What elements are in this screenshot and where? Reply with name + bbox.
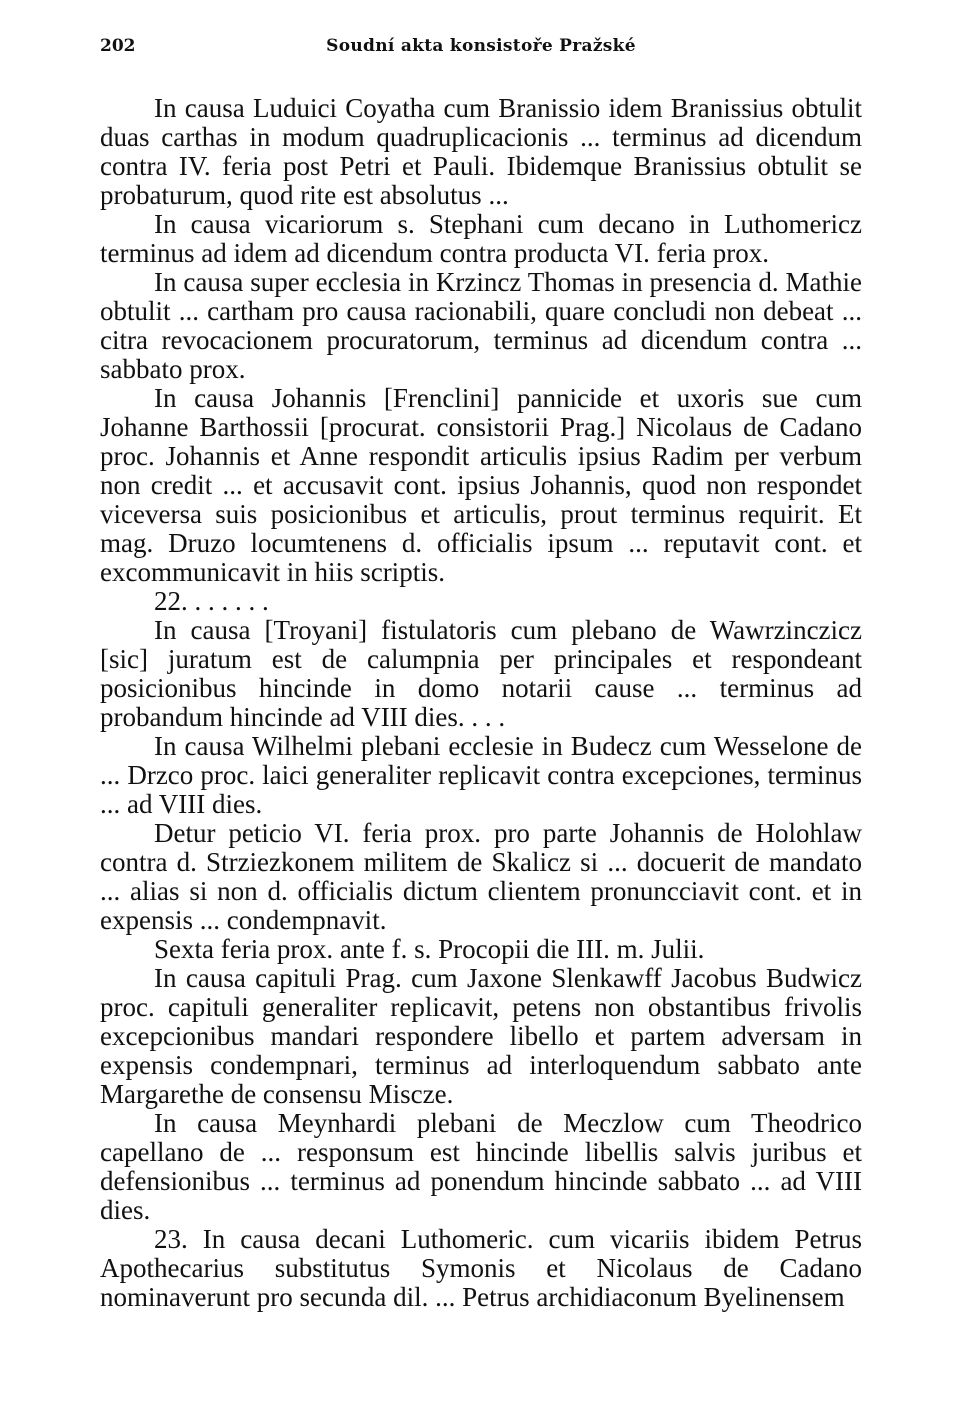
paragraph: Detur peticio VI. feria prox. pro parte Johannis de Holohlaw contra d. Strziezkonem militem de Skalicz si ... docuerit de mandato ... alias si non d. officialis dictum clientem pronuncciavit cont. et in expensis ... condempnavit. bbox=[100, 818, 862, 935]
section-marker: 22. . . . . . . bbox=[154, 586, 269, 616]
paragraph: In causa [Troyani] fistulatoris cum plebano de Wawrzinczicz [sic] juratum est de calumpnia per principales et respondeant posicionibus hincinde in domo notarii cause ... terminus ad probandum hincinde ad VIII dies. . . . bbox=[100, 615, 862, 732]
paragraph: In causa Meynhardi plebani de Meczlow cum Theodrico capellano de ... responsum est hincinde libellis salvis juribus et defensionibus ... terminus ad ponendum hincinde sabbato ... ad VIII dies. bbox=[100, 1108, 862, 1225]
date-line: Sexta feria prox. ante f. s. Procopii die III. m. Julii. bbox=[154, 934, 705, 964]
paragraph: In causa Wilhelmi plebani ecclesie in Budecz cum Wesselone de ... Drzco proc. laici generaliter replicavit contra excepciones, terminus ... ad VIII dies. bbox=[100, 731, 862, 819]
paragraph: In causa Luduici Coyatha cum Branissio idem Branissius obtulit duas carthas in modum quadruplicacionis ... terminus ad dicendum contra IV. feria post Petri et Pauli. Ibidemque Branissius obtulit se probaturum, quod rite est absolutus ... bbox=[100, 93, 862, 210]
body-text bbox=[100, 94, 862, 1312]
page-number: 202 bbox=[100, 36, 136, 56]
paragraph: In causa capituli Prag. cum Jaxone Slenkawff Jacobus Budwicz proc. capituli generaliter replicavit, petens non obstantibus frivolis excepcionibus mandari respondere libello et partem adversam in expensis condempnari, terminus ad interloquendum sabbato ante Margarethe de consensu Miscze. bbox=[100, 963, 862, 1109]
paragraph: In causa Johannis [Frenclini] pannicide et uxoris sue cum Johanne Barthossii [procurat. consistorii Prag.] Nicolaus de Cadano proc. Johannis et Anne respondit articulis ipsius Radim per verbum non credit ... et accusavit cont. ipsius Johannis, quod non respondet viceversa suis posicionibus et articulis, prout terminus requirit. Et mag. Druzo locumtenens d. officialis ipsum ... reputavit cont. et excommunicavit in hiis scriptis. bbox=[100, 383, 862, 587]
page-header bbox=[100, 36, 862, 62]
running-title: Soudní akta konsistoře Pražské bbox=[326, 36, 636, 56]
paragraph: 23. In causa decani Luthomeric. cum vicariis ibidem Petrus Apothecarius substitutus Symonis et Nicolaus de Cadano nominaverunt pro secunda dil. ... Petrus archidiaconum Byelinensem bbox=[100, 1224, 862, 1312]
paragraph: In causa vicariorum s. Stephani cum decano in Luthomericz terminus ad idem ad dicendum contra producta VI. feria prox. bbox=[100, 209, 862, 268]
paragraph: In causa super ecclesia in Krzincz Thomas in presencia d. Mathie obtulit ... cartham pro causa racionabili, quare concludi non debeat ... citra revocacionem procuratorum, terminus ad dicendum contra ... sabbato prox. bbox=[100, 267, 862, 384]
